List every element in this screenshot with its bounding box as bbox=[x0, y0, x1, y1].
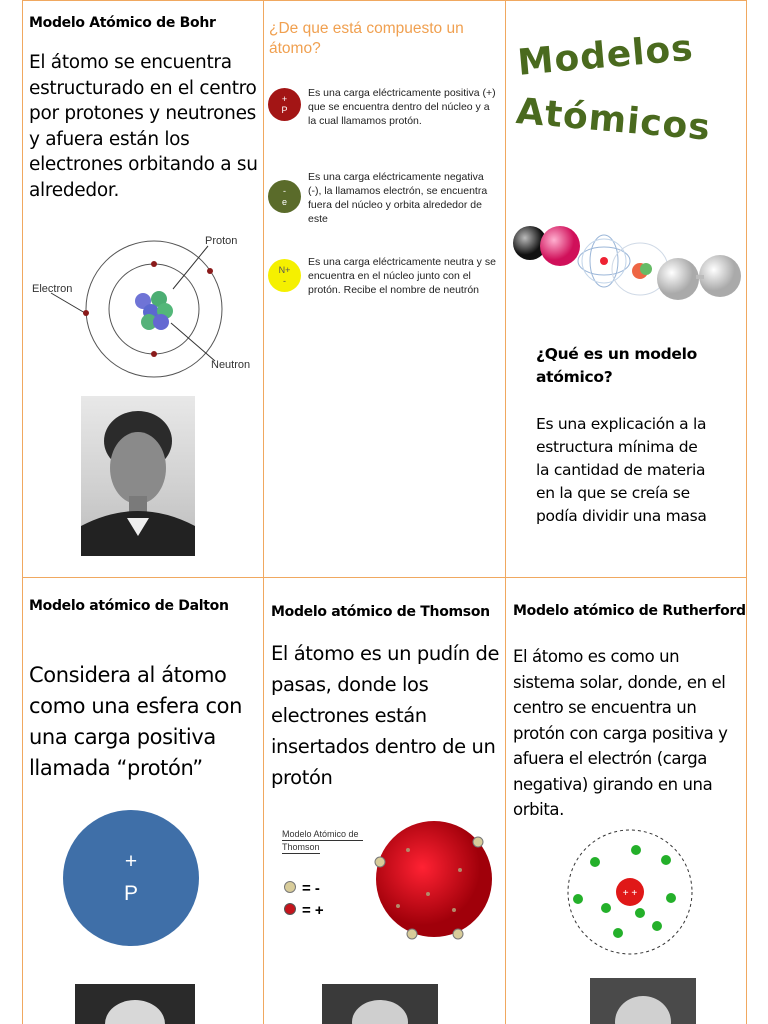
electron-description: Es una carga eléctricamente negativa (-), la llamamos electrón, se encuentra fuera del núcleo y orbita alrededor de este bbox=[308, 171, 488, 225]
rutherford-atom-diagram bbox=[556, 828, 706, 958]
composition-title: ¿De que está compuesto un átomo? bbox=[269, 20, 464, 57]
cover-question: ¿Qué es un modelo atómico? bbox=[536, 345, 697, 386]
electron-symbol: - e bbox=[268, 180, 301, 213]
electron-legend-icon bbox=[284, 881, 296, 893]
bohr-title: Modelo Atómico de Bohr bbox=[29, 15, 216, 31]
neutron-row bbox=[268, 255, 498, 315]
proton-legend-icon bbox=[284, 903, 296, 915]
dalton-portrait bbox=[75, 984, 195, 1024]
cover-answer: Es una explicación a la estructura mínima de la cantidad de materia en la que se creía se podía dividir una masa bbox=[536, 415, 707, 525]
electron-row bbox=[268, 170, 498, 230]
thomson-diagram-title: Modelo Atómico de Thomson bbox=[282, 828, 363, 854]
proton-row bbox=[268, 86, 498, 146]
atomic-models-illustration bbox=[512, 221, 742, 321]
dalton-title: Modelo atómico de Dalton bbox=[29, 598, 229, 614]
rutherford-text: El átomo es como un sistema solar, donde, en el centro se encuentra un protón con carga positiva y afuera el electrón (carga negativa) girando en una orbita. bbox=[513, 647, 728, 819]
bohr-panel bbox=[23, 1, 263, 577]
bohr-portrait bbox=[81, 396, 195, 556]
bohr-label-proton: Proton bbox=[205, 235, 238, 247]
bohr-label-electron: Electron bbox=[32, 283, 73, 295]
thomson-plum-pudding-diagram bbox=[368, 814, 498, 944]
grid-divider bbox=[746, 0, 747, 1024]
thomson-title: Modelo atómico de Thomson bbox=[271, 604, 490, 620]
rutherford-panel bbox=[506, 578, 746, 1024]
dalton-text: Considera al átomo como una esfera con una carga positiva llamada “protón” bbox=[29, 663, 242, 780]
dalton-panel bbox=[23, 578, 263, 1024]
proton-description: Es una carga eléctricamente positiva (+) que se encuentra dentro del núcleo y a la cual llamamos protón. bbox=[308, 87, 496, 127]
cover-title-line2: Atómicos bbox=[514, 91, 713, 149]
cover-panel bbox=[506, 1, 746, 577]
thomson-legend: = - = + bbox=[284, 878, 324, 922]
rutherford-portrait bbox=[590, 978, 696, 1024]
neutron-symbol: N+ - bbox=[268, 259, 301, 292]
proton-symbol: + P bbox=[268, 88, 301, 121]
cover-title-line1: Modelos bbox=[516, 27, 696, 84]
dalton-sphere: + P bbox=[63, 810, 199, 946]
thomson-portrait bbox=[322, 984, 438, 1024]
thomson-text: El átomo es un pudín de pasas, donde los electrones están insertados dentro de un protón bbox=[271, 642, 500, 789]
neutron-description: Es una carga eléctricamente neutra y se encuentra en el núcleo junto con el protón. Recibe el nombre de neutrón bbox=[308, 256, 496, 296]
bohr-text: El átomo se encuentra estructurado en el centro por protones y neutrones y afuera están los electrones orbitando a su alrededor. bbox=[29, 52, 258, 201]
thomson-panel bbox=[264, 578, 505, 1024]
svg-text:+ +: + + bbox=[622, 888, 638, 899]
bohr-label-neutron: Neutron bbox=[211, 359, 251, 371]
rutherford-title: Modelo atómico de Rutherford bbox=[513, 603, 746, 619]
